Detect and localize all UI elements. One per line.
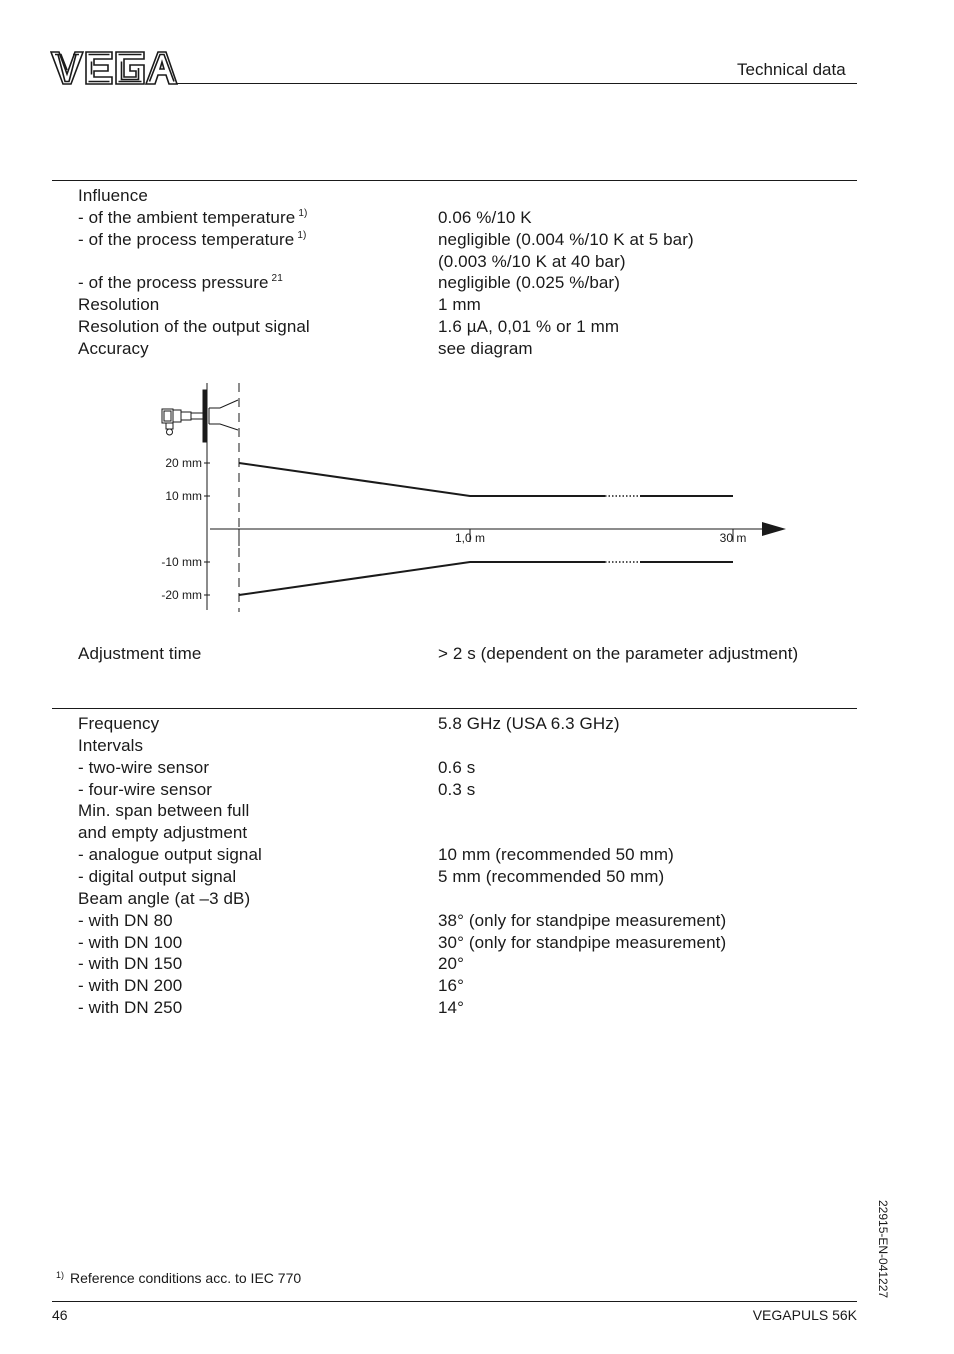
sensor-value: 16° (438, 976, 465, 995)
section-title: Technical data (737, 60, 846, 79)
sensor-label: Beam angle (at –3 dB) (78, 889, 251, 908)
value-ambient-temperature: 0.06 %/10 K (438, 208, 532, 227)
footer-rule (52, 1301, 857, 1302)
sensor-value: 0.6 s (438, 758, 476, 777)
sensor-value: 0.3 s (438, 780, 476, 799)
section-divider (52, 180, 857, 181)
label-resolution: Resolution (78, 295, 160, 314)
vega-logo (50, 50, 178, 86)
document-id: 22915-EN-041227 (876, 1200, 890, 1299)
sensor-value: 10 mm (recommended 50 mm) (438, 845, 674, 864)
section-divider-2 (52, 708, 857, 709)
y-tick-label: 10 mm (165, 489, 202, 503)
sensor-value: 5 mm (recommended 50 mm) (438, 867, 665, 886)
sensor-label: - digital output signal (78, 867, 237, 886)
sensor-label: - with DN 200 (78, 976, 183, 995)
sensor-label: Frequency (78, 714, 160, 733)
series-line (239, 562, 605, 595)
product-name: VEGAPULS 56K (752, 1307, 857, 1323)
label-ambient-temperature: - of the ambient temperature $^{1)}$ (78, 208, 308, 227)
x-tick-label: 1,0 m (454, 531, 486, 545)
footnote: $^{1)}$ Reference conditions acc. to IEC 770 (56, 1270, 302, 1286)
sensor-label: - two-wire sensor (78, 758, 210, 777)
series-line (239, 463, 605, 496)
accuracy-chart (150, 380, 795, 615)
sensor-label: Intervals (78, 736, 144, 755)
label-influence: Influence (78, 186, 148, 205)
label-adjustment-time: Adjustment time (78, 644, 202, 663)
sensor-label: - with DN 100 (78, 933, 183, 952)
page-number: 46 (52, 1307, 68, 1323)
sensor-label: - with DN 250 (78, 998, 183, 1017)
value-process-pressure: negligible (0.025 %/bar) (438, 273, 620, 292)
y-tick-label: 20 mm (165, 456, 202, 470)
label-accuracy: Accuracy (78, 339, 149, 358)
sensor-label: Min. span between full (78, 801, 250, 820)
sensor-value: 30° (only for standpipe measurement) (438, 933, 727, 952)
sensor-label: and empty adjustment (78, 823, 248, 842)
value-accuracy: see diagram (438, 339, 533, 358)
value-process-temperature: negligible (0.004 %/10 K at 5 bar) (438, 230, 694, 249)
label-resolution-output: Resolution of the output signal (78, 317, 310, 336)
sensor-label: - with DN 80 (78, 911, 173, 930)
y-tick-label: -10 mm (161, 555, 202, 569)
x-tick-label: 30 m (719, 531, 747, 545)
header-rule (176, 83, 857, 84)
sensor-value: 5.8 GHz (USA 6.3 GHz) (438, 714, 620, 733)
sensor-value: 20° (438, 954, 465, 973)
value-adjustment-time: > 2 s (dependent on the parameter adjustment) (438, 644, 799, 663)
sensor-value: 14° (438, 998, 465, 1017)
chart-axes (207, 383, 786, 612)
sensor-icon (162, 383, 238, 450)
y-tick-label: -20 mm (161, 588, 202, 602)
value-resolution: 1 mm (438, 295, 481, 314)
label-process-pressure: - of the process pressure $^{21}$ (78, 273, 283, 292)
sensor-label: - analogue output signal (78, 845, 262, 864)
sensor-value: 38° (only for standpipe measurement) (438, 911, 727, 930)
sensor-label: - four-wire sensor (78, 780, 213, 799)
label-process-temperature: - of the process temperature $^{1)}$ (78, 230, 307, 249)
value-resolution-output: 1.6 µA, 0,01 % or 1 mm (438, 317, 620, 336)
sensor-label: - with DN 150 (78, 954, 183, 973)
value-process-temperature-2: (0.003 %/10 K at 40 bar) (438, 252, 626, 271)
